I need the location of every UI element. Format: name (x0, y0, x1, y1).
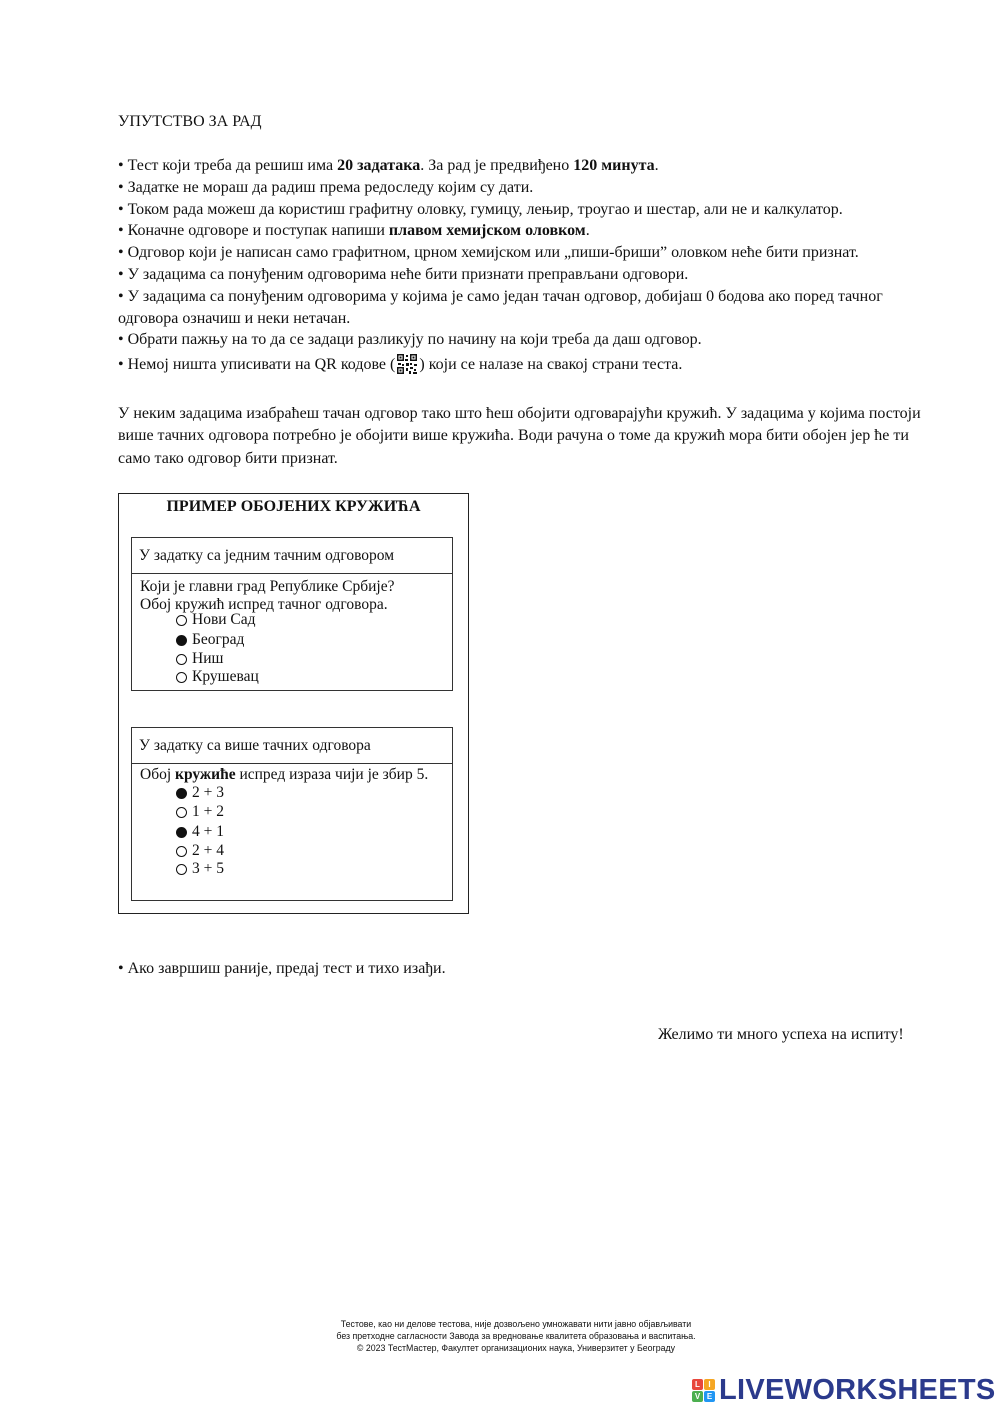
logo-tile: L (692, 1379, 703, 1390)
instruction-pen: • Коначне одговоре и поступак напиши плавом хемијском оловком. (118, 222, 590, 240)
option-circle-icon[interactable] (176, 807, 187, 818)
instruction-order: • Задатке не мораш да радиш према редоследу којим су дати. (118, 178, 534, 196)
instruction-single-answer: • У задацима са понуђеним одговорима у којима је само један тачан одговор, добијаш 0 бодова ако поред тачног одговора означиш и неки нетачан. (118, 287, 883, 327)
multiple-answer-example (131, 727, 453, 901)
instructions-heading: УПУТСТВО ЗА РАД (118, 113, 262, 130)
multiple-answer-question: Обој кружиће испред израза чији је збир 5. (140, 766, 429, 783)
option-circle-icon[interactable] (176, 846, 187, 857)
multiple-option[interactable]: 4 + 1 (176, 823, 224, 841)
good-luck-message: Желимо ти много успеха на испиту! (658, 1026, 904, 1043)
single-option[interactable]: Крушевац (176, 668, 259, 686)
instructions-list (118, 155, 918, 376)
instruction-tasks: • Тест који треба да решиш има 20 задатака. За рад је предвиђено 120 минута. (118, 157, 659, 174)
multiple-option[interactable]: 1 + 2 (176, 803, 224, 821)
option-circle-icon[interactable] (176, 654, 187, 665)
multiple-answer-heading: У задатку са више тачних одговора (132, 728, 452, 764)
single-option[interactable]: Нови Сад (176, 611, 256, 629)
logo-tile: E (704, 1391, 715, 1402)
example-title: ПРИМЕР ОБОЈЕНИХ КРУЖИЋА (166, 498, 421, 515)
logo-tile: I (704, 1379, 715, 1390)
example-box (118, 493, 469, 914)
instruction-pencil: • Одговор који је написан само графитном, црном хемијском или „пиши-бриши” оловком неће бити признат. (118, 244, 859, 262)
option-circle-icon[interactable] (176, 827, 187, 838)
single-option[interactable]: Ниш (176, 650, 223, 668)
option-circle-icon[interactable] (176, 615, 187, 626)
multiple-option[interactable]: 3 + 5 (176, 860, 224, 878)
instruction-tools: • Током рада можеш да користиш графитну оловку, гумицу, лењир, троугао и шестар, али не и калкулатор. (118, 200, 843, 218)
option-circle-icon[interactable] (176, 788, 187, 799)
single-answer-question: Који је главни град Републике Србије? Обој кружић испред тачног одговора. (140, 578, 395, 613)
multiple-option[interactable]: 2 + 4 (176, 842, 224, 860)
liveworksheets-logo-icon (692, 1379, 715, 1402)
instruction-qr: • Немој ништа уписивати на QR кодове ( ) који се налазе на свакој страни теста. (118, 353, 918, 376)
logo-tile: V (692, 1391, 703, 1402)
single-option[interactable]: Београд (176, 631, 244, 649)
instruction-corrections: • У задацима са понуђеним одговорима неће бити признати преправљани одговори. (118, 265, 689, 283)
coloring-paragraph: У неким задацима изабраћеш тачан одговор тако што ћеш обојити одговарајући кружић. У задацима у којима постоји више тачних одговора потребно је обојити више кружића. Води рачуна о томе да кружић мора бити обојен јер ће ти само тако одговор бити признат. (118, 405, 921, 467)
option-circle-icon[interactable] (176, 635, 187, 646)
copyright-footer: Тестове, као ни делове тестова, није дозвољено умножавати нити јавно објављивати без претходне сагласности Завода за вредновање квалитета образовања и васпитања. © 2023 ТестМастер, Факултет организационих наука, Универзитет у Београду (336, 1319, 696, 1353)
finish-instruction: • Ако завршиш раније, предај тест и тихо изађи. (118, 960, 446, 977)
instruction-attention: • Обрати пажњу на то да се задаци разликују по начину на који треба да даш одговор. (118, 331, 702, 349)
qr-code-icon (396, 353, 418, 375)
option-circle-icon[interactable] (176, 864, 187, 875)
brand-text: LIVEWORKSHEETS (719, 1373, 996, 1406)
single-answer-heading: У задатку са једним тачним одговором (132, 538, 452, 574)
option-circle-icon[interactable] (176, 672, 187, 683)
single-answer-example (131, 537, 453, 691)
liveworksheets-brand[interactable] (692, 1372, 996, 1408)
multiple-option[interactable]: 2 + 3 (176, 784, 224, 802)
